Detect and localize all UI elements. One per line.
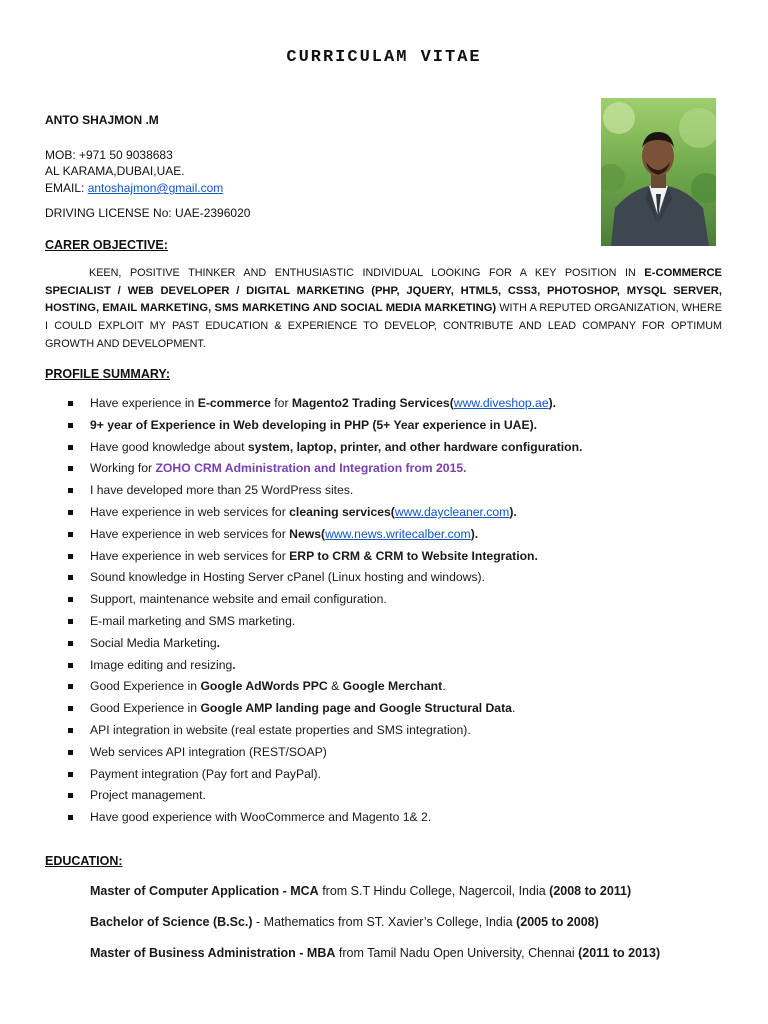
profile-photo [601,98,716,246]
summary-item [0,655,582,677]
text-run: Image editing and resizing [90,657,233,672]
bullet-icon [68,815,73,820]
email-label: EMAIL: [45,181,88,195]
text-run: Sound knowledge in Hosting Server cPanel (Linux hosting and windows). [90,570,485,585]
summary-item [0,524,582,546]
summary-item [0,567,582,589]
website-link[interactable]: www.daycleaner.com [394,504,510,519]
summary-item [0,720,582,742]
text-run: for [270,396,292,410]
candidate-name: ANTO SHAJMON .M [45,113,159,127]
website-link[interactable]: www.news.writecalber.com [325,526,471,541]
text-run: Master of Computer Application - MCA [90,884,319,898]
bullet-icon [68,619,73,624]
text-run: . [232,657,236,672]
profile-summary-heading: PROFILE SUMMARY: [45,367,170,381]
text-run: Magento2 Trading Services( [291,396,454,410]
objective-part2: WITH A REPUTED ORGANIZATION, WHERE I COULD EXPLOIT MY PAST EDUCATION & EXPERIENCE TO DEVELOP, CONTRIBUTE AND LEAD COMPANY FOR OPTIMUM GROWTH AND DEVELOPMENT. [45,302,722,350]
education-item [90,884,631,898]
text-run: (2008 to 2011) [549,884,632,898]
bullet-icon [68,532,73,537]
education-heading: EDUCATION: [45,854,123,868]
summary-item [0,393,582,415]
mobile-number: MOB: +971 50 9038683 [45,148,173,162]
text-run: Payment integration (Pay fort and PayPal). [90,766,322,781]
text-run: Have experience in web services for [90,548,290,563]
text-run: ). [470,526,479,541]
text-run: Google AMP landing page and Google Structural Data [200,701,512,716]
summary-item [0,415,582,437]
bullet-icon [68,641,73,646]
text-run: . [216,635,221,650]
text-run: Web services API integration (REST/SOAP) [90,744,327,759]
text-run: . [511,701,516,716]
bullet-icon [68,401,73,406]
text-run: Have experience in [90,396,198,410]
text-run: Bachelor of Science (B.Sc.) [90,915,253,929]
text-run: ). [548,396,557,410]
summary-item [0,480,582,502]
summary-item [0,742,582,764]
education-item [90,946,660,960]
text-run: - Mathematics from ST. Xavier’s College, India [252,915,517,929]
text-run: ZOHO CRM Administration and Integration from 2015. [155,461,467,476]
summary-item [0,676,582,698]
text-run: 9+ year of Experience in Web developing in PHP (5+ Year experience in UAE). [90,417,538,432]
text-run: Social Media Marketing [90,635,217,650]
text-run: Master of Business Administration - MBA [90,946,336,960]
text-run: cleaning services( [289,504,395,519]
summary-item [0,785,582,807]
education-item [90,915,599,929]
bullet-icon [68,772,73,777]
text-run: Support, maintenance website and email configuration. [90,592,387,607]
bullet-icon [68,793,73,798]
text-run: Working for [90,461,156,476]
text-run: (2011 to 2013) [578,946,661,960]
text-run: E-mail marketing and SMS marketing. [90,613,296,628]
text-run: system, laptop, printer, and other hardware configuration. [247,439,583,454]
summary-item [0,502,582,524]
bullet-icon [68,488,73,493]
summary-item [0,807,582,829]
objective-part1: KEEN, POSITIVE THINKER AND ENTHUSIASTIC INDIVIDUAL LOOKING FOR A KEY POSITION IN [89,267,645,279]
summary-item [0,589,582,611]
objective-bold: E-COMMERCE SPECIALIST / WEB DEVELOPER / DIGITAL MARKETING (PHP, JQUERY, HTML5, CSS3, PHOTOSHOP, MYSQL SERVER, HOSTING, EMAIL MARKETING, SMS MARKETING AND SOCIAL MEDIA MARKETING) [45,267,722,315]
text-run: Google AdWords PPC [200,679,328,694]
text-run: I have developed more than 25 WordPress sites. [90,483,354,498]
text-run: API integration in website (real estate properties and SMS integration). [90,722,471,737]
website-link[interactable]: www.diveshop.ae [453,396,549,410]
text-run: News( [289,526,326,541]
text-run: Good Experience in [90,679,201,694]
text-run: ERP to CRM & CRM to Website Integration. [289,548,538,563]
summary-item [0,633,582,655]
bullet-icon [68,706,73,711]
text-run: from S.T Hindu College, Nagercoil, India [318,884,550,898]
profile-summary-list [0,393,582,829]
email-link[interactable]: antoshajmon@gmail.com [87,181,224,195]
bullet-icon [68,445,73,450]
document-title: CURRICULAM VITAE [286,48,482,67]
text-run: from Tamil Nadu Open University, Chennai [335,946,579,960]
summary-item [0,764,582,786]
summary-item [0,437,582,459]
text-run: Have experience in web services for [90,504,290,519]
summary-item [0,458,582,480]
address: AL KARAMA,DUBAI,UAE. [45,164,185,178]
email-line [45,181,223,195]
bullet-icon [68,663,73,668]
text-run: E-commerce [197,396,271,410]
bullet-icon [68,575,73,580]
text-run: Google Merchant [342,679,443,694]
summary-item [0,546,582,568]
text-run: Project management. [90,788,206,803]
text-run: . [442,679,446,694]
driving-license: DRIVING LICENSE No: UAE-2396020 [45,206,251,220]
text-run: Have good knowledge about [90,439,248,454]
bullet-icon [68,554,73,559]
bullet-icon [68,684,73,689]
objective-heading: CARER OBJECTIVE: [45,238,168,252]
text-run: Good Experience in [90,701,201,716]
portrait-image [601,98,716,246]
bullet-icon [68,466,73,471]
objective-text [45,265,722,354]
bullet-icon [68,423,73,428]
text-run: Have experience in web services for [90,526,290,541]
text-run: ). [509,504,517,519]
text-run: Have good experience with WooCommerce and Magento 1& 2. [90,810,432,825]
bullet-icon [68,597,73,602]
text-run: & [327,679,343,694]
bullet-icon [68,728,73,733]
text-run: (2005 to 2008) [516,915,599,929]
bullet-icon [68,510,73,515]
summary-item [0,611,582,633]
summary-item [0,698,582,720]
bullet-icon [68,750,73,755]
